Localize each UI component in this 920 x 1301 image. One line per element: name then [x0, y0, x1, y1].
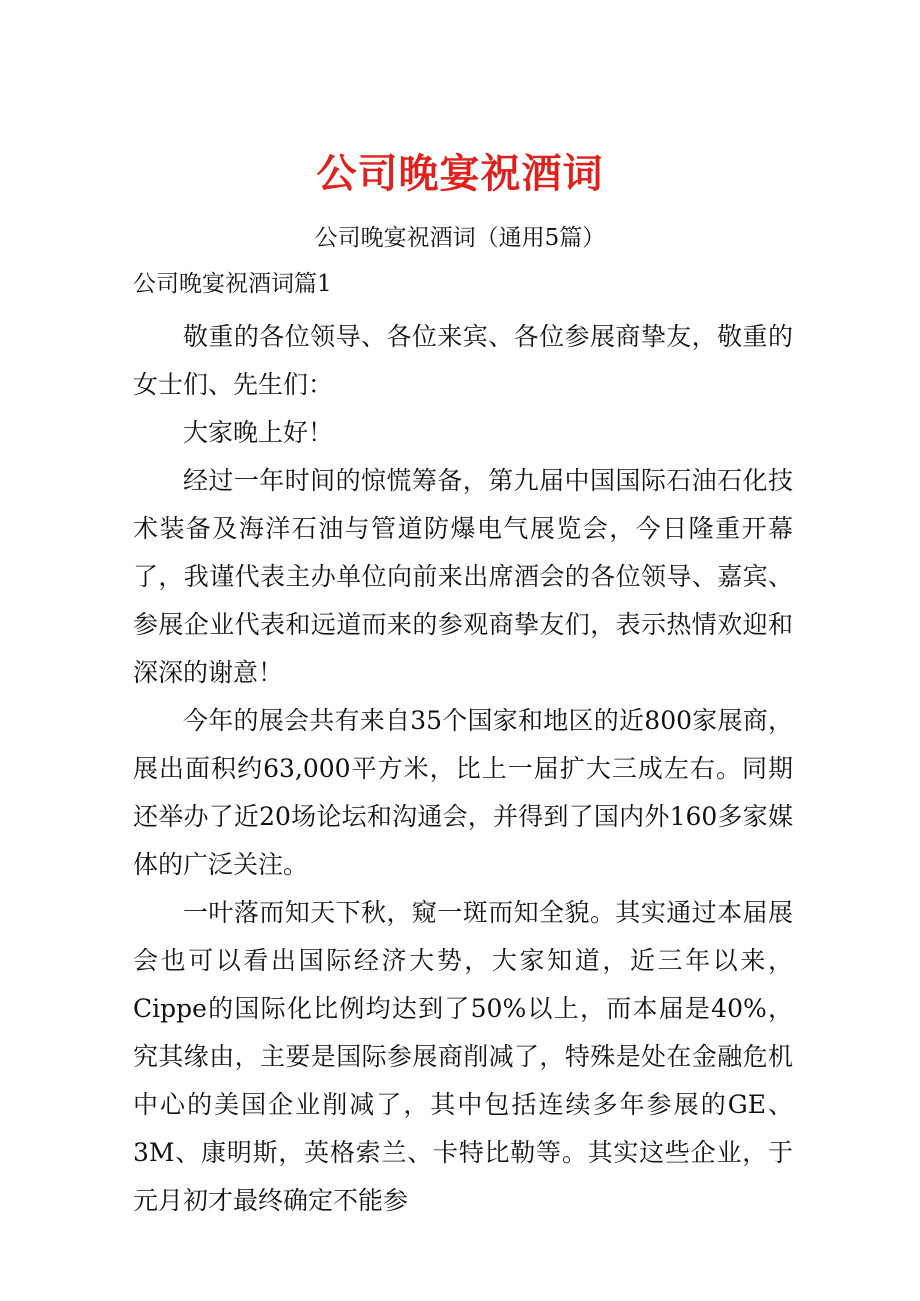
paragraph-economy: 一叶落而知天下秋，窥一斑而知全貌。其实通过本届展会也可以看出国际经济大势，大家知道，近三年以来，Cippe的国际化比例均达到了50%以上，而本届是40%，究其缘由，主要是国际参展商削减了，特殊是处在金融危机中心的美国企业削减了，其中包括连续多年参展的GE、3M、康明斯，英格索兰、卡特比勒等。其实这些企业，于元月初才最终确定不能参 — [133, 898, 793, 1215]
paragraph-salutation: 敬重的各位领导、各位来宾、各位参展商挚友，敬重的女士们、先生们： — [133, 322, 793, 399]
section-heading: 公司晚宴祝酒词篇1 — [133, 271, 332, 297]
paragraph-statistics: 今年的展会共有来自35个国家和地区的近800家展商，展出面积约63,000平方米，比上一届扩大三成左右。同期还举办了近20场论坛和沟通会，并得到了国内外160多家媒体的广泛关注。 — [133, 706, 793, 879]
document-title: 公司晚宴祝酒词 — [316, 150, 604, 197]
document-subtitle: 公司晚宴祝酒词（通用5篇） — [314, 225, 606, 251]
document-body — [133, 313, 793, 1225]
paragraph-greeting: 大家晚上好！ — [183, 418, 334, 447]
paragraph-opening: 经过一年时间的惊慌筹备，第九届中国国际石油石化技术装备及海洋石油与管道防爆电气展览会，今日隆重开幕了，我谨代表主办单位向前来出席酒会的各位领导、嘉宾、参展企业代表和远道而来的参观商挚友们，表示热情欢迎和深深的谢意！ — [133, 466, 793, 687]
